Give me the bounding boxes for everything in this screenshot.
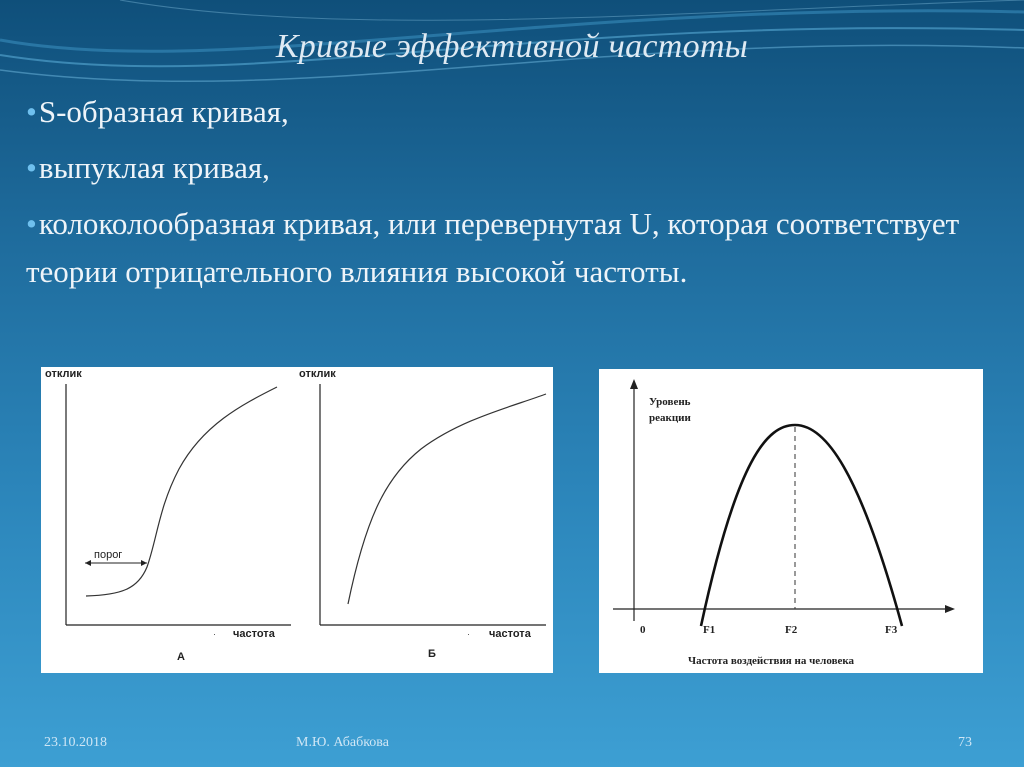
figure-panel-ab <box>41 367 553 673</box>
figure-a-threshold-arrow-right <box>141 560 147 566</box>
figure-b-caption: Б <box>428 648 436 660</box>
figure-u-origin-label: 0 <box>640 624 646 636</box>
figure-a-x-tick-dot: · <box>213 629 216 639</box>
figure-panel-u <box>599 369 983 673</box>
figure-u-tick-f3: F3 <box>885 624 898 636</box>
figure-u-y-arrowhead <box>630 379 638 389</box>
figure-u-tick-f1: F1 <box>703 624 716 636</box>
figure-b-x-tick-dot: · <box>467 629 470 639</box>
bullet-item <box>26 144 1001 192</box>
bullet-text: выпуклая кривая, <box>38 150 270 185</box>
figure-a-threshold-label: порог <box>94 549 123 561</box>
bullet-text: колоколообразная кривая, или перевернутая U, которая соответствует теории отрицательного влияния высокой частоты. <box>26 206 960 289</box>
bullet-dot: • <box>26 94 37 129</box>
figure-u-y-label-line2: реакции <box>649 412 691 424</box>
figure-a-s-curve <box>86 387 277 596</box>
figure-a-y-label: отклик <box>45 368 82 380</box>
slide-title: Кривые эффективной частоты <box>275 28 749 65</box>
figure-a-x-label: частота <box>233 628 275 640</box>
footer-author: М.Ю. Абабкова <box>296 735 389 750</box>
bullet-dot: • <box>26 150 37 185</box>
footer-page-number: 73 <box>958 735 972 750</box>
figure-b-convex-curve <box>348 394 546 604</box>
figure-a-threshold-arrow-left <box>85 560 91 566</box>
figure-u-tick-f2: F2 <box>785 624 798 636</box>
figure-b-x-label: частота <box>489 628 531 640</box>
footer-date: 23.10.2018 <box>44 735 107 750</box>
bullet-item <box>26 200 1001 296</box>
bullet-list <box>26 88 1001 304</box>
figure-u-y-label-line1: Уровень <box>649 396 691 408</box>
bullet-item <box>26 88 1001 136</box>
figure-u-inverted-u-curve <box>701 425 902 626</box>
figure-u-x-caption: Частота воздействия на человека <box>688 655 855 667</box>
figure-ab-svg <box>41 367 553 673</box>
bullet-dot: • <box>26 206 37 241</box>
figure-u-svg <box>599 369 983 673</box>
figure-b-y-label: отклик <box>299 368 336 380</box>
figure-a-caption: А <box>177 651 185 663</box>
bullet-text: S-образная кривая, <box>38 94 289 129</box>
figure-u-x-arrowhead <box>945 605 955 613</box>
